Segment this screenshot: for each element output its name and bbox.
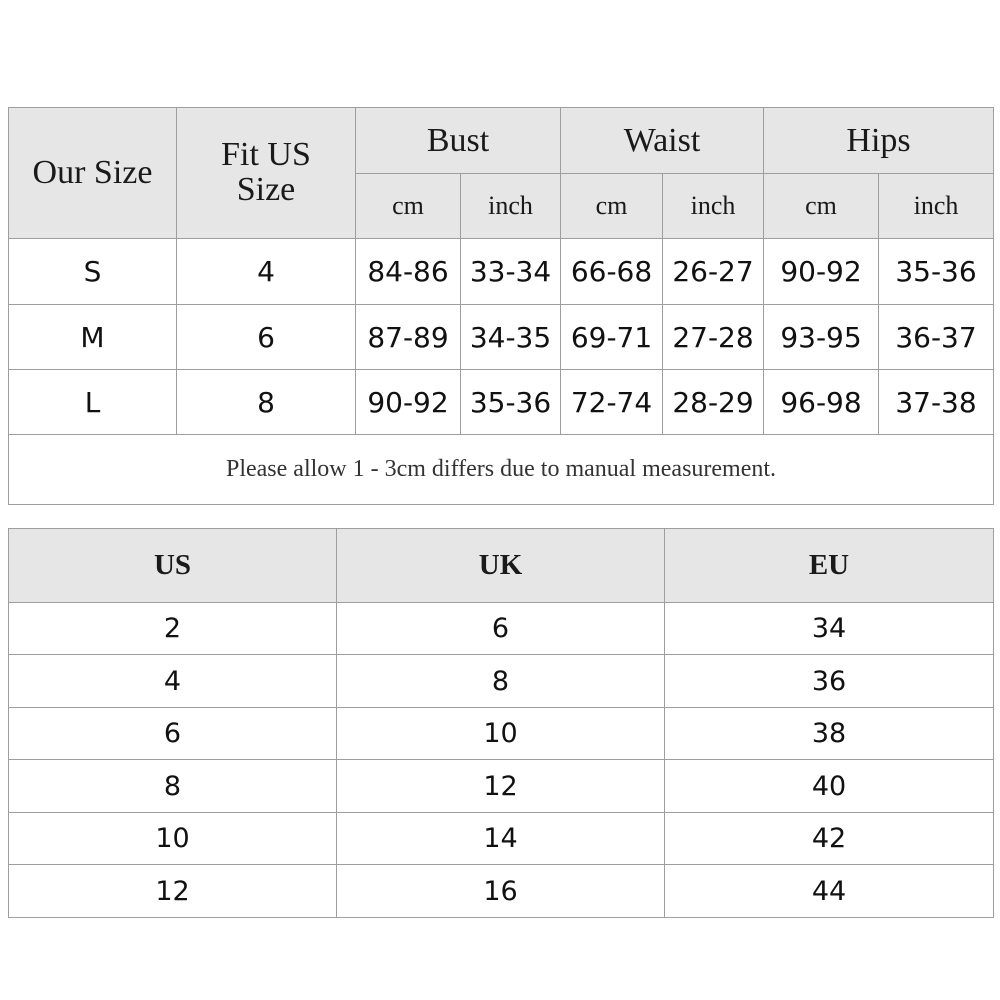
us-cell: 10 — [9, 813, 337, 865]
hips-cm-cell: 93-95 — [764, 305, 879, 370]
our-size-cell: L — [9, 370, 177, 435]
hips-inch-cell: 37-38 — [879, 370, 994, 435]
header-hips-inch: inch — [879, 174, 994, 239]
bust-cm-cell: 90-92 — [356, 370, 461, 435]
eu-cell: 40 — [665, 760, 994, 813]
waist-inch-cell: 26-27 — [663, 239, 764, 305]
header-waist-cm: cm — [561, 174, 663, 239]
our-size-cell: S — [9, 239, 177, 305]
conversion-row — [9, 655, 994, 708]
fit-us-cell: 8 — [177, 370, 356, 435]
header-hips: Hips — [764, 108, 994, 174]
waist-cm-cell: 66-68 — [561, 239, 663, 305]
uk-cell: 10 — [337, 708, 665, 760]
size-row — [9, 305, 994, 370]
bust-inch-cell: 33-34 — [461, 239, 561, 305]
bust-inch-cell: 34-35 — [461, 305, 561, 370]
header-us: US — [9, 529, 337, 603]
uk-cell: 14 — [337, 813, 665, 865]
size-row — [9, 239, 994, 305]
header-bust-cm: cm — [356, 174, 461, 239]
bust-cm-cell: 84-86 — [356, 239, 461, 305]
hips-cm-cell: 96-98 — [764, 370, 879, 435]
header-fit-us-size-label: Fit US Size — [221, 136, 311, 208]
header-bust-inch: inch — [461, 174, 561, 239]
waist-inch-cell: 27-28 — [663, 305, 764, 370]
us-cell: 6 — [9, 708, 337, 760]
eu-cell: 34 — [665, 603, 994, 655]
size-conversion-table — [8, 528, 994, 918]
eu-cell: 38 — [665, 708, 994, 760]
us-cell: 12 — [9, 865, 337, 918]
header-bust: Bust — [356, 108, 561, 174]
eu-cell: 36 — [665, 655, 994, 708]
header-hips-cm: cm — [764, 174, 879, 239]
uk-cell: 16 — [337, 865, 665, 918]
hips-cm-cell: 90-92 — [764, 239, 879, 305]
conversion-row — [9, 865, 994, 918]
size-measurement-table — [8, 107, 994, 505]
uk-cell: 8 — [337, 655, 665, 708]
us-cell: 8 — [9, 760, 337, 813]
header-our-size: Our Size — [9, 108, 177, 239]
fit-us-cell: 6 — [177, 305, 356, 370]
us-cell: 4 — [9, 655, 337, 708]
eu-cell: 42 — [665, 813, 994, 865]
hips-inch-cell: 35-36 — [879, 239, 994, 305]
header-waist: Waist — [561, 108, 764, 174]
uk-cell: 6 — [337, 603, 665, 655]
measurement-note: Please allow 1 - 3cm differs due to manual measurement. — [9, 435, 994, 505]
header-fit-us-size — [177, 108, 356, 239]
eu-cell: 44 — [665, 865, 994, 918]
waist-cm-cell: 69-71 — [561, 305, 663, 370]
us-cell: 2 — [9, 603, 337, 655]
header-eu: EU — [665, 529, 994, 603]
conversion-row — [9, 813, 994, 865]
bust-cm-cell: 87-89 — [356, 305, 461, 370]
size-row — [9, 370, 994, 435]
uk-cell: 12 — [337, 760, 665, 813]
conversion-row — [9, 603, 994, 655]
hips-inch-cell: 36-37 — [879, 305, 994, 370]
waist-inch-cell: 28-29 — [663, 370, 764, 435]
conversion-row — [9, 708, 994, 760]
header-uk: UK — [337, 529, 665, 603]
header-waist-inch: inch — [663, 174, 764, 239]
waist-cm-cell: 72-74 — [561, 370, 663, 435]
fit-us-cell: 4 — [177, 239, 356, 305]
bust-inch-cell: 35-36 — [461, 370, 561, 435]
our-size-cell: M — [9, 305, 177, 370]
conversion-row — [9, 760, 994, 813]
